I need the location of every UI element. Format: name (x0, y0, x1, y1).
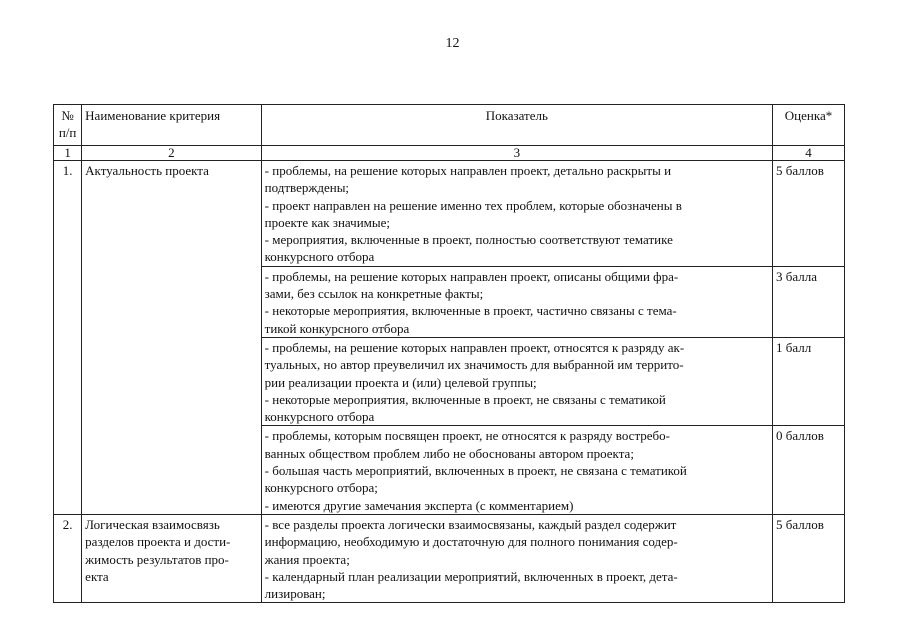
criterion-name (82, 514, 261, 602)
indicator-line: конкурсного отбора; (264, 480, 378, 496)
criterion-number: 1. (54, 161, 82, 515)
table-row (54, 514, 845, 602)
indicator-line: туальных, но автор преувеличил их значимость для выбранной им террито- (264, 357, 684, 373)
indicator-cell (261, 514, 772, 602)
score-cell: 3 балла (772, 266, 844, 337)
indicator-cell (261, 161, 772, 267)
table-row (54, 161, 845, 267)
indicator-line: информацию, необходимую и достаточную для полного понимания содер- (264, 534, 678, 550)
column-number: 4 (772, 146, 844, 161)
criterion-name-line: жимость результатов про- (85, 551, 229, 567)
indicator-line: подтверждены; (264, 180, 350, 196)
indicator-cell (261, 426, 772, 514)
indicator-line: - все разделы проекта логически взаимосвязаны, каждый раздел содержит (264, 516, 677, 532)
header-score: Оценка* (772, 105, 844, 146)
header-criterion: Наименование критерия (82, 105, 261, 146)
indicator-line: - некоторые мероприятия, включенные в проект, частично связаны с тема- (264, 303, 677, 319)
column-number-row (54, 146, 845, 161)
indicator-cell (261, 266, 772, 337)
header-indicator: Показатель (261, 105, 772, 146)
score-cell: 5 баллов (772, 514, 844, 602)
indicator-line: зами, без ссылок на конкретные факты; (264, 286, 484, 302)
indicator-line: проекте как значимые; (264, 214, 391, 230)
indicator-line: - проект направлен на решение именно тех проблем, которые обозначены в (264, 197, 682, 213)
indicator-cell (261, 337, 772, 425)
indicator-line: - проблемы, которым посвящен проект, не относятся к разряду востребо- (264, 428, 670, 444)
criteria-table (53, 104, 845, 603)
header-num-line: п/п (58, 125, 77, 141)
indicator-line: - большая часть мероприятий, включенных в проект, не связана с тематикой (264, 463, 687, 479)
criterion-name-line: разделов проекта и дости- (85, 534, 231, 550)
criterion-name-line: екта (85, 568, 109, 584)
score-cell: 0 баллов (772, 426, 844, 514)
score-cell: 1 балл (772, 337, 844, 425)
indicator-line: ванных обществом проблем либо не обоснованы автором проекта; (264, 445, 634, 461)
indicator-line: - мероприятия, включенные в проект, полностью соответствуют тематике (264, 232, 673, 248)
indicator-line: конкурсного отбора (264, 249, 375, 265)
criterion-name: Актуальность проекта (82, 161, 261, 515)
indicator-line: жания проекта; (264, 551, 350, 567)
indicator-line: - некоторые мероприятия, включенные в проект, не связаны с тематикой (264, 391, 666, 407)
indicator-line: рии реализации проекта и (или) целевой группы; (264, 374, 537, 390)
indicator-line: тикой конкурсного отбора (264, 320, 410, 336)
score-cell: 5 баллов (772, 161, 844, 267)
indicator-line: конкурсного отбора (264, 409, 375, 425)
criterion-number: 2. (54, 514, 82, 602)
header-num (54, 105, 82, 146)
indicator-line: - проблемы, на решение которых направлен проект, относятся к разряду ак- (264, 339, 685, 355)
criterion-name-line: Логическая взаимосвязь (85, 516, 220, 532)
indicator-line: лизирован; (264, 586, 326, 602)
indicator-line: - проблемы, на решение которых направлен проект, описаны общими фра- (264, 268, 679, 284)
column-number: 1 (54, 146, 82, 161)
column-number: 3 (261, 146, 772, 161)
indicator-line: - имеются другие замечания эксперта (с комментарием) (264, 497, 574, 513)
indicator-line: - проблемы, на решение которых направлен проект, детально раскрыты и (264, 163, 672, 178)
table-header-row (54, 105, 845, 146)
page-number: 12 (445, 36, 460, 51)
header-num-line: № (61, 108, 74, 123)
indicator-line: - календарный план реализации мероприятий, включенных в проект, дета- (264, 568, 678, 584)
criteria-body (54, 161, 845, 603)
column-number: 2 (82, 146, 261, 161)
